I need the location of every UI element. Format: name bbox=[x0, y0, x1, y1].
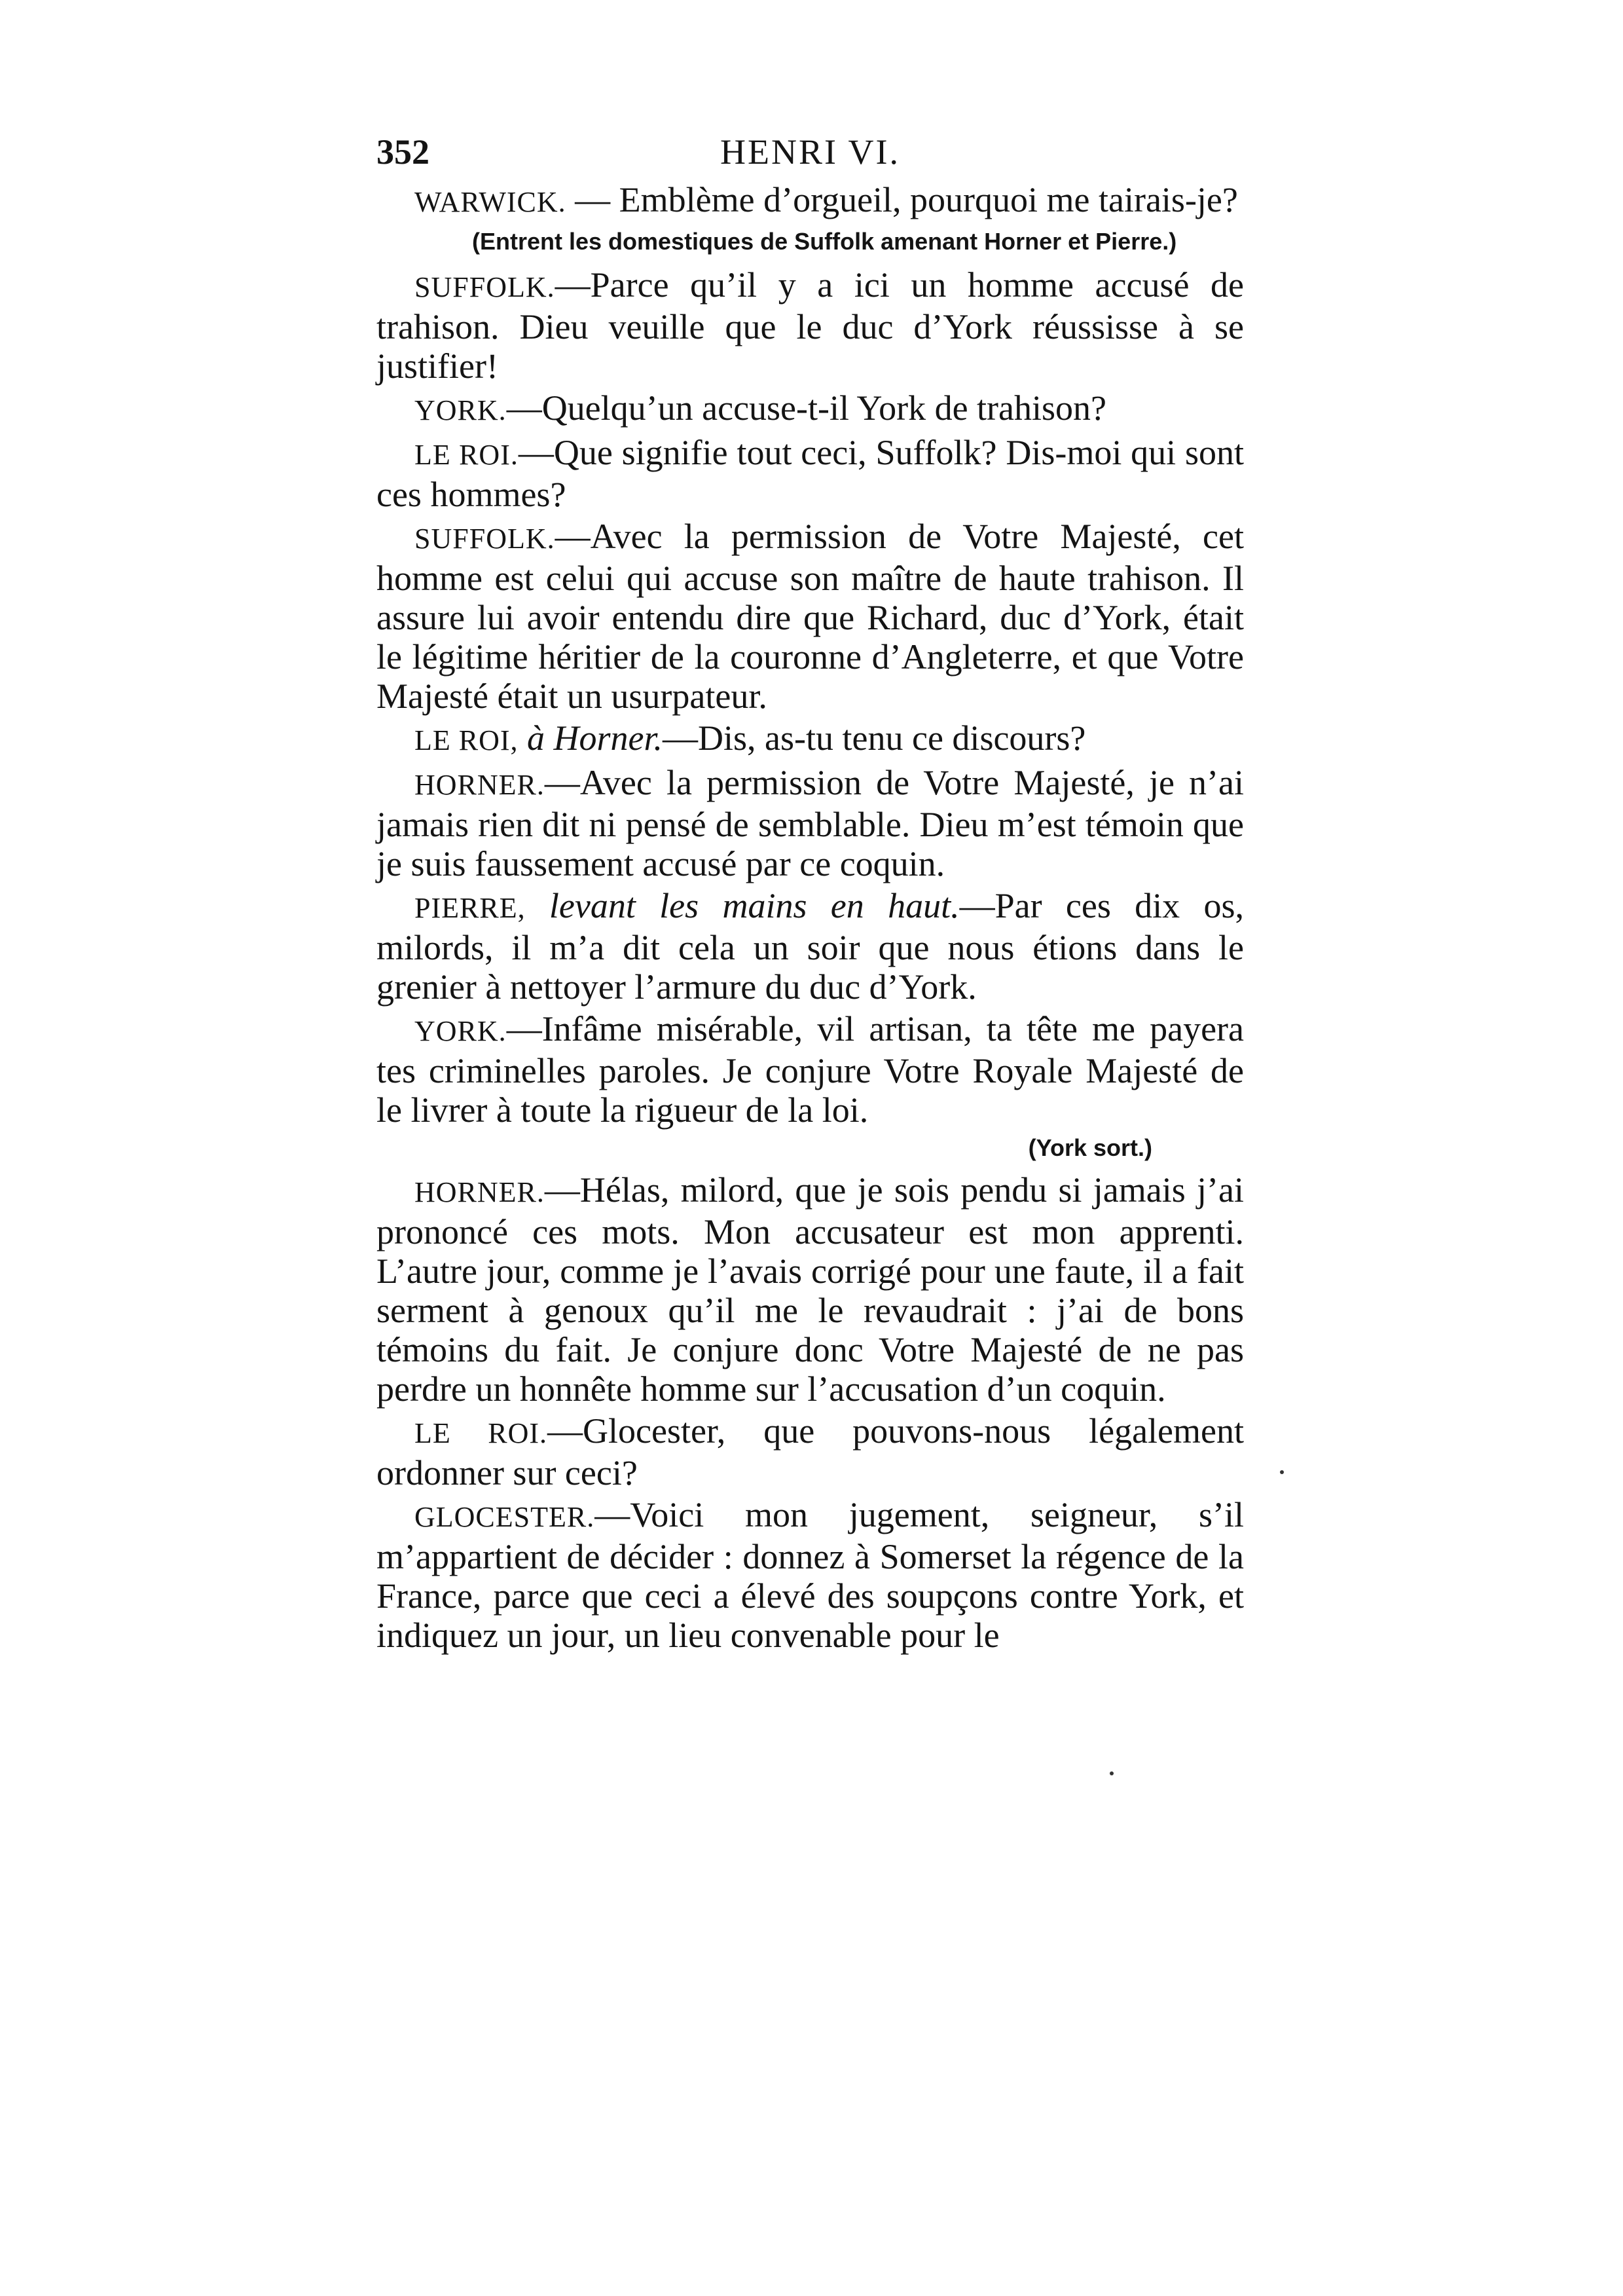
speaker-name: HORNER. bbox=[414, 1176, 545, 1208]
page-header bbox=[376, 126, 1244, 178]
speaker-name: GLOCESTER. bbox=[414, 1501, 595, 1533]
stage-note: à Horner. bbox=[527, 718, 663, 758]
speech-line: —Voici mon jugement, seigneur, s’il m’appartient de décider : donnez à Somerset la régence de la France, parce que ceci a élevé des soupçons contre York, et indiquez un jour, un lieu convenable pour le bbox=[376, 1495, 1244, 1655]
speech-line: —Dis, as-tu tenu ce discours? bbox=[663, 718, 1086, 758]
speech-horner-2 bbox=[376, 1170, 1244, 1409]
speech-glocester-1 bbox=[376, 1495, 1244, 1655]
speaker-name: SUFFOLK. bbox=[414, 271, 555, 303]
speech-pierre-1 bbox=[376, 886, 1244, 1007]
speech-suffolk-2 bbox=[376, 517, 1244, 716]
speaker-name: HORNER. bbox=[414, 769, 545, 801]
scan-speck bbox=[1110, 1771, 1114, 1775]
speaker-name: LE ROI. bbox=[414, 1417, 547, 1449]
speech-line: —Parce qu’il y a ici un homme accusé de trahison. Dieu veuille que le duc d’York réussisse à se justifier! bbox=[376, 265, 1244, 386]
stage-note: levant les mains en haut. bbox=[549, 886, 960, 925]
speech-warwick bbox=[376, 180, 1244, 222]
speech-horner-1 bbox=[376, 763, 1244, 883]
speaker-name: YORK. bbox=[414, 1015, 507, 1047]
speech-roi-3 bbox=[376, 1411, 1244, 1492]
speaker-name: LE ROI, bbox=[414, 724, 519, 756]
stage-direction-exit: (York sort.) bbox=[1028, 1134, 1152, 1161]
running-title: HENRI VI. bbox=[720, 132, 900, 172]
speech-line: —Par ces dix os, milords, il m’a dit cela un soir que nous étions dans le grenier à nettoyer l’armure du duc d’York. bbox=[376, 886, 1244, 1007]
page-number: 352 bbox=[376, 132, 429, 172]
speech-line: — Emblème d’orgueil, pourquoi me tairais-je? bbox=[575, 180, 1238, 219]
speech-line: —Avec la permission de Votre Majesté, cet homme est celui qui accuse son maître de haute trahison. Il assure lui avoir entendu dire que Richard, duc d’York, était le légitime héritier de la couronne d’Angleterre, et que Votre Majesté était un usurpateur. bbox=[376, 517, 1244, 716]
speech-roi-2 bbox=[376, 718, 1244, 760]
speaker-name: YORK. bbox=[414, 394, 507, 426]
speech-line: —Avec la permission de Votre Majesté, je n’ai jamais rien dit ni pensé de semblable. Dieu m’est témoin que je suis faussement accusé par ce coquin. bbox=[376, 763, 1244, 883]
speaker-name: SUFFOLK. bbox=[414, 523, 555, 555]
speech-line: —Hélas, milord, que je sois pendu si jamais j’ai prononcé ces mots. Mon accusateur est mon apprenti. L’autre jour, comme je l’avais corrigé pour une faute, il a fait serment à genoux qu’il me le revaudrait : j’ai de bons témoins du fait. Je conjure donc Votre Majesté de ne pas perdre un honnête homme sur l’accusation d’un coquin. bbox=[376, 1170, 1244, 1409]
scan-speck bbox=[1280, 1470, 1284, 1474]
speaker-name: LE ROI. bbox=[414, 439, 519, 471]
speech-line: —Glocester, que pouvons-nous légalement ordonner sur ceci? bbox=[376, 1411, 1244, 1492]
speech-york-2 bbox=[376, 1009, 1244, 1130]
stage-direction-enter: (Entrent les domestiques de Suffolk amenant Horner et Pierre.) bbox=[472, 228, 1177, 255]
speech-roi-1 bbox=[376, 433, 1244, 514]
speech-line: —Infâme misérable, vil artisan, ta tête me payera tes criminelles paroles. Je conjure Votre Royale Majesté de le livrer à toute la rigueur de la loi. bbox=[376, 1009, 1244, 1130]
speech-york-1 bbox=[376, 388, 1244, 430]
speaker-name: WARWICK. bbox=[414, 186, 566, 218]
speaker-name: PIERRE, bbox=[414, 892, 526, 924]
speech-line: —Quelqu’un accuse-t-il York de trahison? bbox=[506, 388, 1106, 428]
play-text bbox=[376, 180, 1244, 1657]
speech-suffolk-1 bbox=[376, 265, 1244, 386]
speech-line: —Que signifie tout ceci, Suffolk? Dis-moi qui sont ces hommes? bbox=[376, 433, 1244, 514]
